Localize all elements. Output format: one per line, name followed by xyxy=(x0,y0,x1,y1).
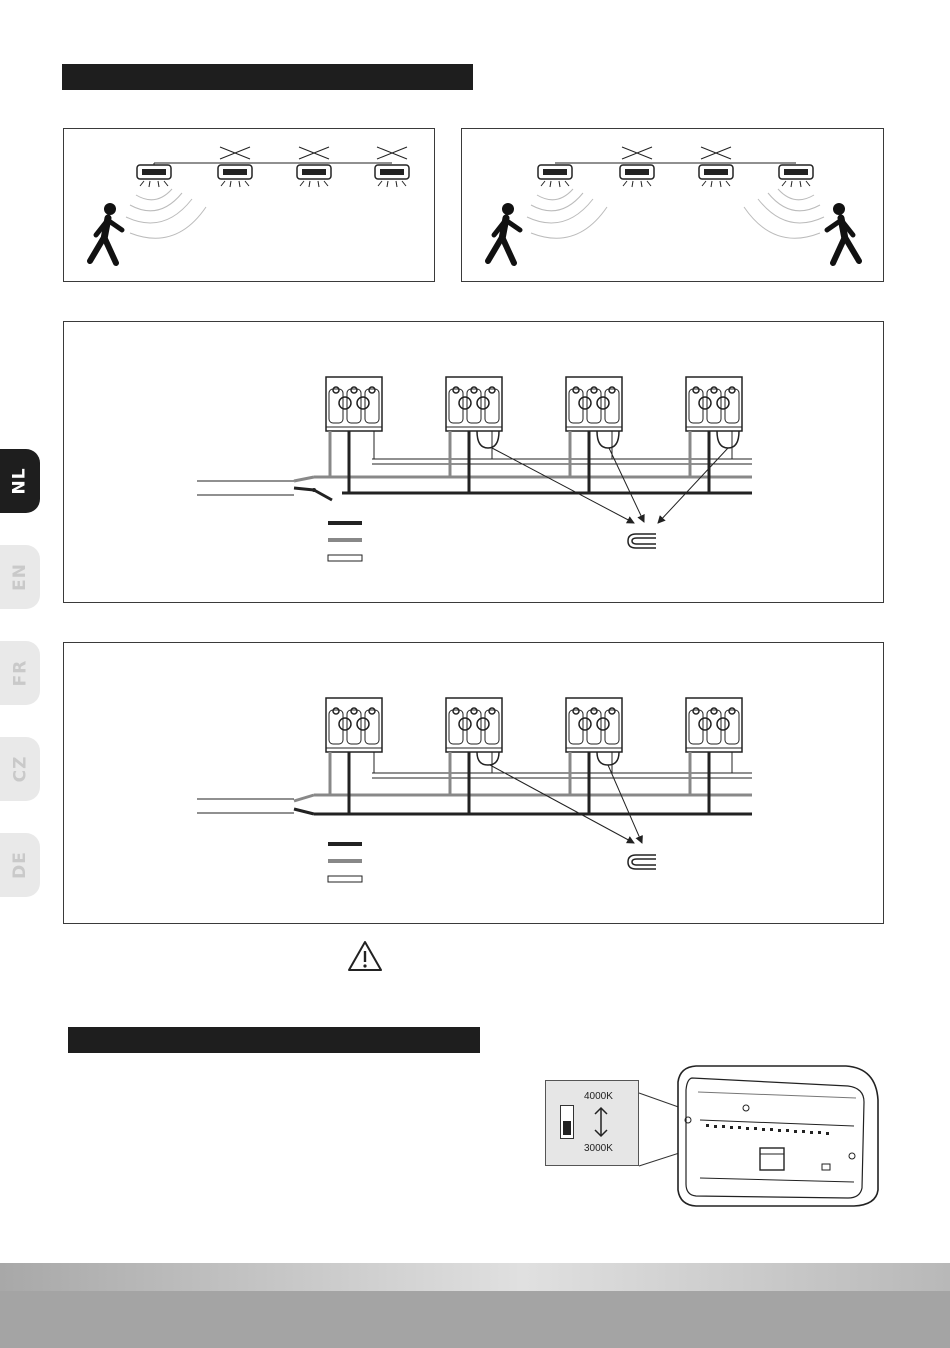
walking-person-icon xyxy=(488,203,520,263)
detection-waves-left xyxy=(527,189,607,238)
warning-icon xyxy=(346,939,384,973)
switched-wiring-drawing xyxy=(64,322,885,604)
luminaire-icon xyxy=(699,165,733,187)
section-heading-bar-2 xyxy=(68,1027,480,1053)
wire-legend xyxy=(328,521,362,561)
jumper-link-icon xyxy=(628,855,656,869)
cross-icon xyxy=(220,147,250,159)
color-temperature-inset xyxy=(545,1080,639,1166)
luminaire-icon xyxy=(137,163,171,187)
tab-nl-label: NL xyxy=(10,467,30,495)
single-detection-drawing xyxy=(64,129,436,283)
luminaire-icon xyxy=(538,165,572,187)
single-person-detection-diagram xyxy=(63,128,435,282)
cross-icon xyxy=(299,147,329,159)
wiring-diagram-switched xyxy=(63,321,884,603)
terminal-block-icon xyxy=(326,377,382,431)
tab-en-label: EN xyxy=(10,563,30,591)
detection-waves-right xyxy=(744,189,824,238)
wire-legend xyxy=(328,842,362,882)
terminal-block-icon xyxy=(566,377,622,431)
detection-waves xyxy=(126,189,206,238)
tab-fr[interactable] xyxy=(0,641,40,705)
cross-icon xyxy=(701,147,731,159)
wire-white xyxy=(372,773,752,778)
terminal-block-icon xyxy=(446,377,502,431)
cross-icon xyxy=(377,147,407,159)
tab-en[interactable] xyxy=(0,545,40,609)
jumper-link-icon xyxy=(628,534,656,548)
dual-detection-drawing xyxy=(462,129,885,283)
terminal-block-icon xyxy=(326,698,382,752)
tab-de-label: DE xyxy=(9,851,30,879)
luminaire-icon xyxy=(779,165,813,187)
luminaire-icon xyxy=(297,165,331,187)
tab-de[interactable] xyxy=(0,833,40,897)
tab-fr-label: FR xyxy=(9,659,30,687)
lower-temperature-label: 3000K xyxy=(584,1143,613,1154)
wire-loop-icon xyxy=(477,431,739,448)
upper-temperature-label: 4000K xyxy=(584,1091,613,1102)
terminal-block-icon xyxy=(446,698,502,752)
tab-nl[interactable] xyxy=(0,449,40,513)
wire-white xyxy=(372,459,752,464)
luminaire-icon xyxy=(375,165,409,187)
cross-icon xyxy=(622,147,652,159)
tab-cz[interactable] xyxy=(0,737,40,801)
luminaire-housing-drawing xyxy=(636,1060,882,1210)
terminal-block-icon xyxy=(686,698,742,752)
direct-wiring-drawing xyxy=(64,643,885,925)
dual-person-detection-diagram xyxy=(461,128,884,282)
tab-cz-label: CZ xyxy=(10,755,30,783)
supply-cable xyxy=(197,795,314,814)
luminaire-icon xyxy=(620,165,654,187)
wire-loop-icon xyxy=(477,752,619,765)
dip-switch[interactable] xyxy=(560,1105,574,1139)
section-heading-bar-1 xyxy=(62,64,473,90)
walking-person-icon xyxy=(827,203,859,263)
switch-icon xyxy=(312,488,332,500)
double-arrow-icon xyxy=(590,1105,612,1139)
supply-cable xyxy=(197,477,314,495)
luminaire-icon xyxy=(218,165,252,187)
pointer-arrows xyxy=(490,765,642,843)
dip-switch-knob xyxy=(563,1121,571,1135)
wiring-diagram-direct xyxy=(63,642,884,924)
footer-band xyxy=(0,1291,950,1348)
terminal-block-icon xyxy=(686,377,742,431)
walking-person-icon xyxy=(90,203,122,263)
terminal-block-icon xyxy=(566,698,622,752)
footer-stripe xyxy=(0,1263,950,1291)
